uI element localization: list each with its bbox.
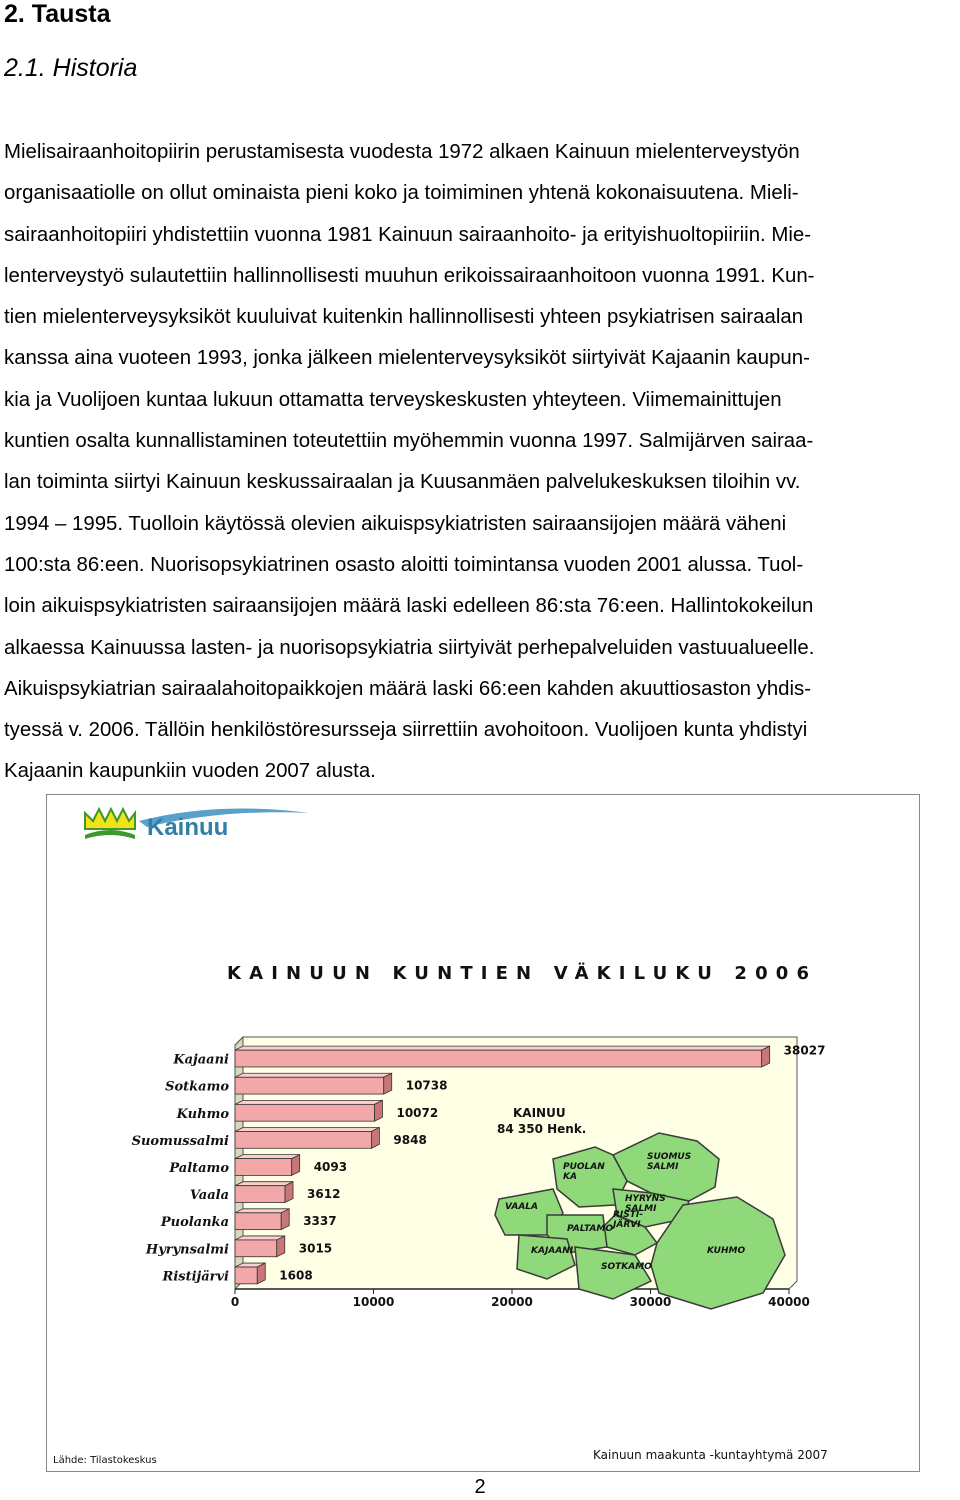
map-region-label: SOTKAMO bbox=[601, 1262, 652, 1272]
logo-text: Kainuu bbox=[147, 814, 229, 841]
bar-top-face bbox=[235, 1182, 293, 1186]
paragraph-line: kia ja Vuolijoen kuntaa lukuun ottamatta terveyskeskusten yhteyteen. Viimemainittujen bbox=[4, 388, 782, 411]
map-region-label: KAJAANI bbox=[531, 1246, 574, 1256]
population-figure bbox=[46, 794, 920, 1472]
bar bbox=[235, 1159, 292, 1176]
paragraph-line: tyessä v. 2006. Tällöin henkilöstöresursseja siirrettiin avohoitoon. Vuolijoen kunta yhdistyi bbox=[4, 719, 808, 742]
bar-top-face bbox=[235, 1127, 379, 1131]
category-label: Paltamo bbox=[169, 1161, 229, 1176]
bar-end-face bbox=[281, 1209, 289, 1230]
map-region-label: VAALA bbox=[505, 1202, 538, 1212]
source-note: Lähde: Tilastokeskus bbox=[53, 1455, 157, 1466]
x-tick-label: 0 bbox=[230, 1295, 240, 1309]
paragraph-line: lenterveystyö sulautettiin hallinnollisesti muuhun erikoissairaanhoitoon vuonna 1991. Kun- bbox=[4, 264, 815, 287]
paragraph-line: Mielisairaanhoitopiirin perustamisesta vuodesta 1972 alkaen Kainuun mielenterveystyön bbox=[4, 141, 800, 163]
bar bbox=[235, 1131, 371, 1148]
paragraph-line: sairaanhoitopiiri yhdistettiin vuonna 1981 Kainuun sairaanhoito- ja erityishuoltopiiriin. Mie- bbox=[4, 223, 812, 246]
bar bbox=[235, 1050, 762, 1067]
category-label: Hyrynsalmi bbox=[145, 1242, 229, 1258]
paragraph-line: 100:sta 86:een. Nuorisopsykiatrinen osasto aloitti toimintansa vuoden 2001 alussa. Tuol- bbox=[4, 553, 804, 576]
bar-end-face bbox=[371, 1127, 379, 1148]
paragraph-line: tien mielenterveysyksiköt kuuluivat kuitenkin hallinnollisesti yhteen psykiatrisen sairaalan bbox=[4, 306, 804, 329]
map-region-label: JÄRVI bbox=[613, 1220, 641, 1230]
map-region-label: RISTI- bbox=[613, 1210, 643, 1220]
map-population: 84 350 Henk. bbox=[497, 1122, 587, 1136]
paragraph-line: alkaessa Kainuussa lasten- ja nuorisopsykiatria siirtyivät perhepalveluiden vastuualueelle. bbox=[4, 636, 815, 659]
bar bbox=[235, 1186, 285, 1203]
logo-wave-icon bbox=[85, 830, 135, 839]
bar bbox=[235, 1213, 281, 1230]
bar-end-face bbox=[292, 1155, 300, 1176]
figure-canvas bbox=[47, 795, 919, 1471]
x-tick-label: 10000 bbox=[352, 1295, 395, 1309]
section-heading: 2. Tausta bbox=[4, 0, 111, 28]
paragraph-line: kanssa aina vuoteen 1993, jonka jälkeen mielenterveysyksiköt siirtyivät Kajaanin kaupun- bbox=[4, 347, 810, 370]
data-label: 3612 bbox=[307, 1187, 341, 1202]
bar-top-face bbox=[235, 1209, 289, 1213]
category-label: Suomussalmi bbox=[131, 1133, 229, 1149]
paragraph-line: Kajaanin kaupunkiin vuoden 2007 alusta. bbox=[4, 760, 376, 783]
map-region-label: PALTAMO bbox=[567, 1224, 613, 1234]
x-tick-label: 20000 bbox=[491, 1295, 533, 1309]
data-label: 9848 bbox=[393, 1132, 427, 1147]
bar bbox=[235, 1077, 384, 1094]
logo-crown-icon bbox=[85, 809, 135, 829]
map-title: KAINUU bbox=[513, 1106, 566, 1120]
category-label: Kajaani bbox=[173, 1052, 229, 1068]
map-region-label: KA bbox=[563, 1172, 577, 1182]
body-paragraph bbox=[4, 132, 960, 793]
data-label: 4093 bbox=[313, 1160, 348, 1174]
category-label: Puolanka bbox=[160, 1215, 229, 1231]
page-number: 2 bbox=[474, 1476, 486, 1498]
bar-end-face bbox=[374, 1100, 382, 1121]
bar-end-face bbox=[762, 1046, 770, 1067]
paragraph-line: Aikuispsykiatrian sairaalahoitopaikkojen määrä laski 66:een kahden akuuttiosaston yhdis- bbox=[4, 677, 812, 700]
map-region-label: SALMI bbox=[625, 1204, 657, 1214]
kainuu-logo bbox=[85, 809, 309, 842]
bar-end-face bbox=[257, 1263, 265, 1284]
data-label: 38027 bbox=[783, 1043, 826, 1058]
bar-end-face bbox=[285, 1182, 293, 1203]
category-label: Sotkamo bbox=[165, 1079, 229, 1095]
x-tick-label: 30000 bbox=[629, 1295, 672, 1309]
map-region-label: PUOLAN bbox=[563, 1162, 605, 1172]
x-tick-label: 40000 bbox=[768, 1295, 810, 1309]
paragraph-line: loin aikuispsykiatristen sairaansijojen määrä laski edelleen 86:sta 76:een. Hallintokokeilun bbox=[4, 595, 814, 618]
category-label: Kuhmo bbox=[176, 1106, 229, 1122]
footer-note: Kainuun maakunta -kuntayhtymä 2007 bbox=[593, 1448, 828, 1462]
bar-top-face bbox=[235, 1155, 300, 1159]
bar bbox=[235, 1267, 257, 1284]
paragraph-line: 1994 – 1995. Tuolloin käytössä olevien aikuispsykiatristen sairaansijojen määrä väheni bbox=[4, 512, 787, 535]
bar-top-face bbox=[235, 1100, 382, 1104]
map-region-label: HYRYNS bbox=[625, 1194, 666, 1204]
bar-top-face bbox=[235, 1046, 770, 1050]
bar bbox=[235, 1104, 374, 1121]
category-label: Ristijärvi bbox=[162, 1269, 229, 1285]
bar-end-face bbox=[384, 1073, 392, 1094]
map-region-label: SUOMUS bbox=[647, 1152, 692, 1162]
data-label: 10072 bbox=[396, 1105, 439, 1120]
paragraph-line: organisaatiolle on ollut ominaista pieni koko ja toimiminen yhtenä kokonaisuutena. Mieli- bbox=[4, 182, 799, 205]
paragraph-line: kuntien osalta kunnallistaminen toteutettiin myöhemmin vuonna 1997. Salmijärven sairaa- bbox=[4, 430, 814, 453]
bar bbox=[235, 1240, 277, 1257]
data-label: 3337 bbox=[303, 1214, 337, 1229]
bar-end-face bbox=[277, 1236, 285, 1257]
chart-title: KAINUUN KUNTIEN VÄKILUKU 2006 bbox=[227, 963, 809, 984]
subsection-heading: 2.1. Historia bbox=[4, 54, 138, 82]
data-label: 10738 bbox=[405, 1078, 448, 1093]
paragraph-line: lan toiminta siirtyi Kainuun keskussairaalan ja Kuusanmäen palvelukeskuksen tiloihin vv. bbox=[4, 471, 801, 494]
map-region-label: KUHMO bbox=[707, 1246, 746, 1256]
data-label: 1608 bbox=[279, 1268, 313, 1283]
data-label: 3015 bbox=[298, 1241, 333, 1256]
bar-top-face bbox=[235, 1073, 392, 1077]
category-label: Vaala bbox=[189, 1188, 229, 1204]
map-region-label: SALMI bbox=[647, 1162, 679, 1172]
